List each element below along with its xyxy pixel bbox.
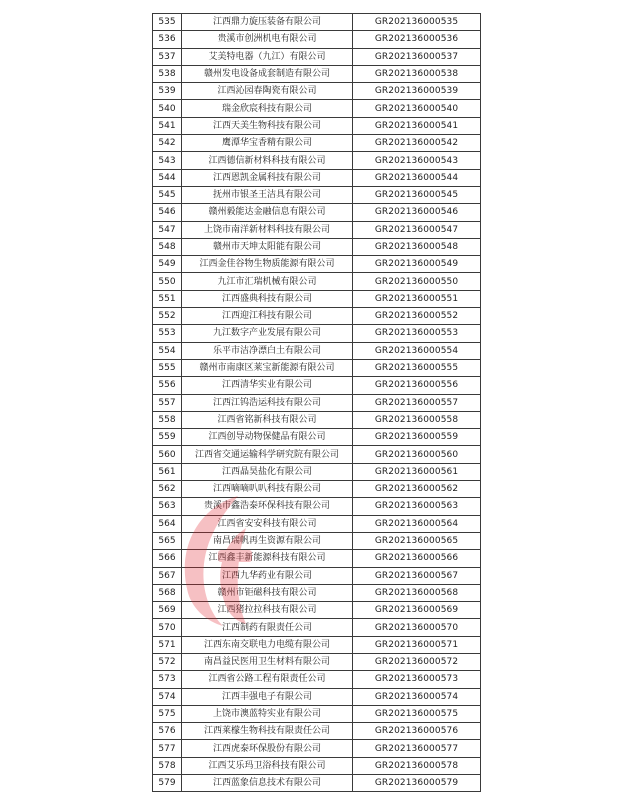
certificate-code: GR202136000579 (353, 775, 481, 792)
row-number: 569 (153, 602, 182, 619)
certificate-code: GR202136000536 (353, 31, 481, 48)
company-name: 江西创导动物保健品有限公司 (182, 429, 353, 446)
company-name: 上饶市南洋新材料科技有限公司 (182, 221, 353, 238)
row-number: 551 (153, 290, 182, 307)
company-name: 艾美特电器（九江）有限公司 (182, 48, 353, 65)
certificate-code: GR202136000562 (353, 481, 481, 498)
table-row (153, 757, 481, 774)
certificate-code: GR202136000549 (353, 256, 481, 273)
company-name: 江西省安安科技有限公司 (182, 515, 353, 532)
certificate-code: GR202136000574 (353, 688, 481, 705)
company-name: 江西丰强电子有限公司 (182, 688, 353, 705)
row-number: 565 (153, 532, 182, 549)
company-name: 江西莱檬生物科技有限责任公司 (182, 723, 353, 740)
row-number: 568 (153, 584, 182, 601)
row-number: 560 (153, 446, 182, 463)
certificate-code: GR202136000558 (353, 411, 481, 428)
company-name: 江西猪拉拉科技有限公司 (182, 602, 353, 619)
certificate-code: GR202136000576 (353, 723, 481, 740)
row-number: 559 (153, 429, 182, 446)
table-row (153, 671, 481, 688)
table-row (153, 584, 481, 601)
certificate-code: GR202136000563 (353, 498, 481, 515)
row-number: 554 (153, 342, 182, 359)
table-row (153, 152, 481, 169)
company-name: 江西省铭新科技有限公司 (182, 411, 353, 428)
certificate-code: GR202136000547 (353, 221, 481, 238)
company-name: 贵溪市创洲机电有限公司 (182, 31, 353, 48)
table-row (153, 463, 481, 480)
row-number: 566 (153, 550, 182, 567)
table-row (153, 290, 481, 307)
row-number: 567 (153, 567, 182, 584)
certificate-code: GR202136000553 (353, 325, 481, 342)
company-name: 赣州市天坤太阳能有限公司 (182, 238, 353, 255)
company-name: 江西省交通运输科学研究院有限公司 (182, 446, 353, 463)
row-number: 557 (153, 394, 182, 411)
company-name: 江西鑫丰新能源科技有限公司 (182, 550, 353, 567)
company-name: 江西恩凯金属科技有限公司 (182, 169, 353, 186)
table-row (153, 550, 481, 567)
certificate-code: GR202136000540 (353, 100, 481, 117)
row-number: 575 (153, 705, 182, 722)
row-number: 562 (153, 481, 182, 498)
table-row (153, 377, 481, 394)
company-name: 鹰潭华宝香精有限公司 (182, 135, 353, 152)
row-number: 578 (153, 757, 182, 774)
row-number: 547 (153, 221, 182, 238)
certificate-code: GR202136000560 (353, 446, 481, 463)
certificate-code: GR202136000555 (353, 359, 481, 376)
company-name: 赣州发电设备成套制造有限公司 (182, 65, 353, 82)
row-number: 537 (153, 48, 182, 65)
row-number: 549 (153, 256, 182, 273)
table-row (153, 117, 481, 134)
table-row (153, 446, 481, 463)
certificate-code: GR202136000542 (353, 135, 481, 152)
table-row (153, 186, 481, 203)
certificate-code: GR202136000561 (353, 463, 481, 480)
certificate-code: GR202136000557 (353, 394, 481, 411)
row-number: 573 (153, 671, 182, 688)
company-name: 江西盛典科技有限公司 (182, 290, 353, 307)
certificate-code: GR202136000544 (353, 169, 481, 186)
table-row (153, 359, 481, 376)
company-name: 赣州毅能达金融信息有限公司 (182, 204, 353, 221)
certificate-code: GR202136000577 (353, 740, 481, 757)
table-row (153, 135, 481, 152)
enterprise-list-table (152, 13, 481, 792)
row-number: 536 (153, 31, 182, 48)
company-name: 南昌瑞帆再生资源有限公司 (182, 532, 353, 549)
row-number: 558 (153, 411, 182, 428)
table-row (153, 567, 481, 584)
certificate-code: GR202136000554 (353, 342, 481, 359)
row-number: 564 (153, 515, 182, 532)
row-number: 579 (153, 775, 182, 792)
company-name: 江西晶昊盐化有限公司 (182, 463, 353, 480)
certificate-code: GR202136000565 (353, 532, 481, 549)
company-name: 江西制药有限责任公司 (182, 619, 353, 636)
table-row (153, 221, 481, 238)
company-name: 江西东南交联电力电缆有限公司 (182, 636, 353, 653)
company-name: 赣州市南康区莱宝新能源有限公司 (182, 359, 353, 376)
company-name: 江西虎泰环保股份有限公司 (182, 740, 353, 757)
row-number: 555 (153, 359, 182, 376)
row-number: 574 (153, 688, 182, 705)
certificate-code: GR202136000566 (353, 550, 481, 567)
table-row (153, 169, 481, 186)
table-body (153, 14, 481, 792)
table-row (153, 394, 481, 411)
row-number: 570 (153, 619, 182, 636)
row-number: 576 (153, 723, 182, 740)
company-name: 江西鼎力旋压装备有限公司 (182, 14, 353, 31)
company-name: 九江市汇瑞机械有限公司 (182, 273, 353, 290)
certificate-code: GR202136000543 (353, 152, 481, 169)
table-row (153, 515, 481, 532)
table-row (153, 429, 481, 446)
table-row (153, 636, 481, 653)
row-number: 545 (153, 186, 182, 203)
row-number: 535 (153, 14, 182, 31)
company-name: 江西清华实业有限公司 (182, 377, 353, 394)
table-row (153, 532, 481, 549)
row-number: 553 (153, 325, 182, 342)
row-number: 550 (153, 273, 182, 290)
row-number: 541 (153, 117, 182, 134)
certificate-code: GR202136000546 (353, 204, 481, 221)
certificate-code: GR202136000550 (353, 273, 481, 290)
certificate-code: GR202136000556 (353, 377, 481, 394)
company-name: 瑞金欣宸科技有限公司 (182, 100, 353, 117)
certificate-code: GR202136000564 (353, 515, 481, 532)
table-row (153, 619, 481, 636)
certificate-code: GR202136000567 (353, 567, 481, 584)
table-row (153, 48, 481, 65)
certificate-code: GR202136000541 (353, 117, 481, 134)
certificate-code: GR202136000548 (353, 238, 481, 255)
certificate-code: GR202136000571 (353, 636, 481, 653)
company-name: 江西蓝象信息技术有限公司 (182, 775, 353, 792)
company-name: 江西天美生物科技有限公司 (182, 117, 353, 134)
table-row (153, 705, 481, 722)
company-name: 赣州市钜磁科技有限公司 (182, 584, 353, 601)
row-number: 571 (153, 636, 182, 653)
certificate-code: GR202136000570 (353, 619, 481, 636)
row-number: 563 (153, 498, 182, 515)
row-number: 540 (153, 100, 182, 117)
company-name: 江西嘀嘀叭叭科技有限公司 (182, 481, 353, 498)
certificate-code: GR202136000538 (353, 65, 481, 82)
company-name: 南昌益民医用卫生材料有限公司 (182, 653, 353, 670)
company-name: 上饶市澳蓝特实业有限公司 (182, 705, 353, 722)
company-name: 江西金佳谷物生物质能源有限公司 (182, 256, 353, 273)
table-row (153, 723, 481, 740)
certificate-code: GR202136000559 (353, 429, 481, 446)
certificate-code: GR202136000539 (353, 83, 481, 100)
table-row (153, 411, 481, 428)
table-row (153, 238, 481, 255)
table-row (153, 653, 481, 670)
table-row (153, 31, 481, 48)
company-name: 九江数字产业发展有限公司 (182, 325, 353, 342)
company-name: 江西省公路工程有限责任公司 (182, 671, 353, 688)
row-number: 543 (153, 152, 182, 169)
table-row (153, 775, 481, 792)
table-row (153, 204, 481, 221)
certificate-code: GR202136000573 (353, 671, 481, 688)
row-number: 539 (153, 83, 182, 100)
certificate-code: GR202136000575 (353, 705, 481, 722)
company-name: 江西迎江科技有限公司 (182, 308, 353, 325)
certificate-code: GR202136000537 (353, 48, 481, 65)
certificate-code: GR202136000545 (353, 186, 481, 203)
table-row (153, 342, 481, 359)
certificate-code: GR202136000572 (353, 653, 481, 670)
row-number: 544 (153, 169, 182, 186)
table-row (153, 256, 481, 273)
table-row (153, 740, 481, 757)
table-row (153, 83, 481, 100)
row-number: 542 (153, 135, 182, 152)
table-row (153, 688, 481, 705)
certificate-code: GR202136000552 (353, 308, 481, 325)
table-row (153, 100, 481, 117)
row-number: 572 (153, 653, 182, 670)
company-name: 乐平市洁净漂白土有限公司 (182, 342, 353, 359)
row-number: 561 (153, 463, 182, 480)
company-name: 江西江钨浩运科技有限公司 (182, 394, 353, 411)
table-row (153, 65, 481, 82)
row-number: 548 (153, 238, 182, 255)
table-row (153, 308, 481, 325)
certificate-code: GR202136000568 (353, 584, 481, 601)
certificate-code: GR202136000551 (353, 290, 481, 307)
row-number: 538 (153, 65, 182, 82)
table-row (153, 498, 481, 515)
table-row (153, 325, 481, 342)
certificate-code: GR202136000535 (353, 14, 481, 31)
table-row (153, 273, 481, 290)
table-row (153, 602, 481, 619)
table-row (153, 481, 481, 498)
certificate-code: GR202136000569 (353, 602, 481, 619)
row-number: 556 (153, 377, 182, 394)
company-name: 江西沁园春陶瓷有限公司 (182, 83, 353, 100)
row-number: 577 (153, 740, 182, 757)
company-name: 抚州市银圣王洁具有限公司 (182, 186, 353, 203)
row-number: 552 (153, 308, 182, 325)
company-name: 江西九华药业有限公司 (182, 567, 353, 584)
company-name: 江西艾乐玛卫浴科技有限公司 (182, 757, 353, 774)
company-name: 贵溪市鑫浩泰环保科技有限公司 (182, 498, 353, 515)
company-name: 江西德信新材料科技有限公司 (182, 152, 353, 169)
certificate-code: GR202136000578 (353, 757, 481, 774)
table-row (153, 14, 481, 31)
row-number: 546 (153, 204, 182, 221)
